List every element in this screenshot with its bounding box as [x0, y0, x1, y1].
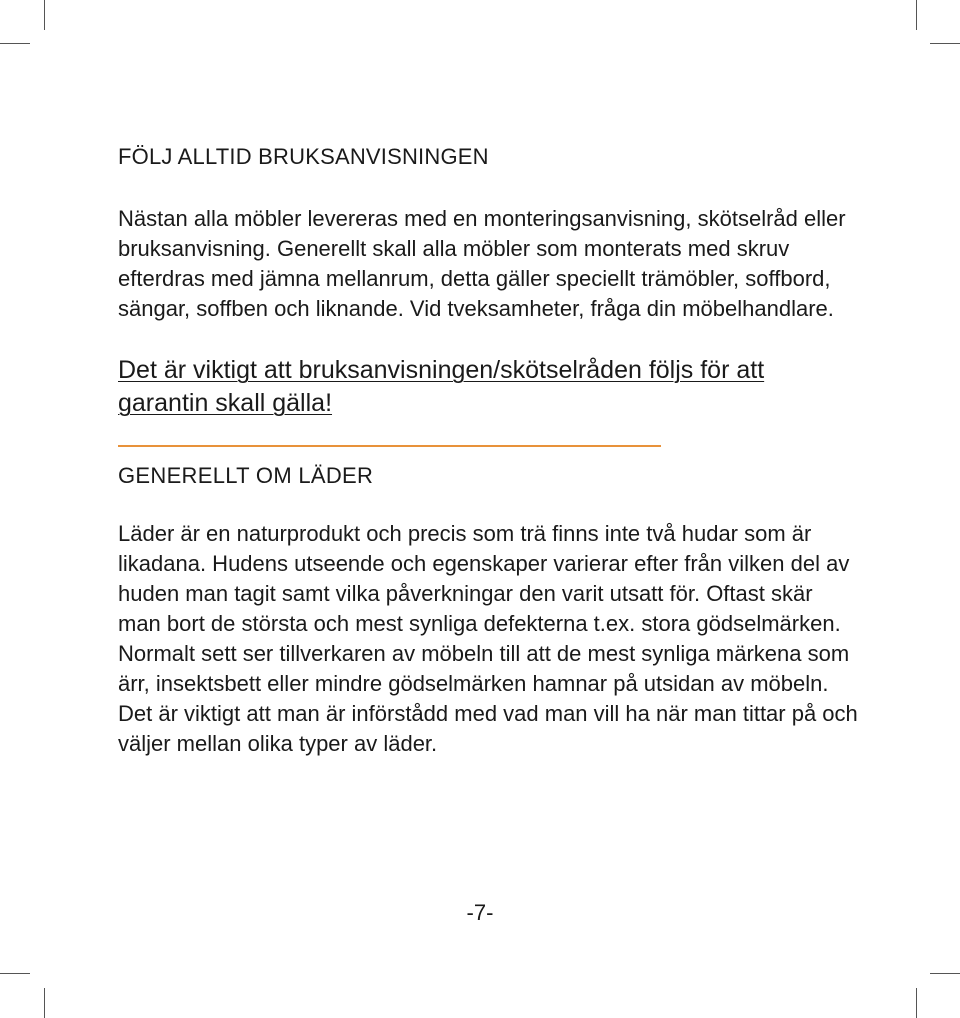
crop-mark-top-left-vertical	[44, 0, 45, 30]
warranty-notice: Det är viktigt att bruksanvisningen/skötselråden följs för att garantin skall gälla!	[118, 356, 765, 417]
page-content	[118, 140, 858, 759]
section-heading-leather: GENERELLT OM LÄDER	[118, 463, 374, 488]
section-divider	[118, 445, 661, 447]
page-number: -7-	[466, 900, 494, 925]
crop-mark-top-right-horizontal	[930, 43, 960, 44]
crop-mark-top-left-horizontal	[0, 43, 30, 44]
crop-mark-bottom-left-vertical	[44, 988, 45, 1018]
crop-mark-bottom-right-horizontal	[930, 973, 960, 974]
instructions-paragraph: Nästan alla möbler levereras med en monteringsanvisning, skötselråd eller bruksanvisning. Generellt skall alla möbler som monterats med skruv efterdras med jämna mellanrum, detta gäller speciellt trämöbler, soffbord, sängar, soffben och liknande. Vid tveksamheter, fråga din möbelhandlare.	[118, 206, 846, 321]
crop-mark-bottom-right-vertical	[916, 988, 917, 1018]
section-heading-instructions: FÖLJ ALLTID BRUKSANVISNINGEN	[118, 144, 489, 169]
leather-paragraph: Läder är en naturprodukt och precis som trä finns inte två hudar som är likadana. Hudens utseende och egenskaper varierar efter från vilken del av huden man tagit samt vilka påverkningar den varit utsatt för. Oftast skär man bort de största och mest synliga defekterna t.ex. stora gödselmärken. Normalt sett ser tillverkaren av möbeln till att de mest synliga märkena som ärr, insektsbett eller mindre gödselmärken hamnar på utsidan av möbeln. Det är viktigt att man är införstådd med vad man vill ha när man tittar på och väljer mellan olika typer av läder.	[118, 521, 858, 756]
crop-mark-bottom-left-horizontal	[0, 973, 30, 974]
crop-mark-top-right-vertical	[916, 0, 917, 30]
